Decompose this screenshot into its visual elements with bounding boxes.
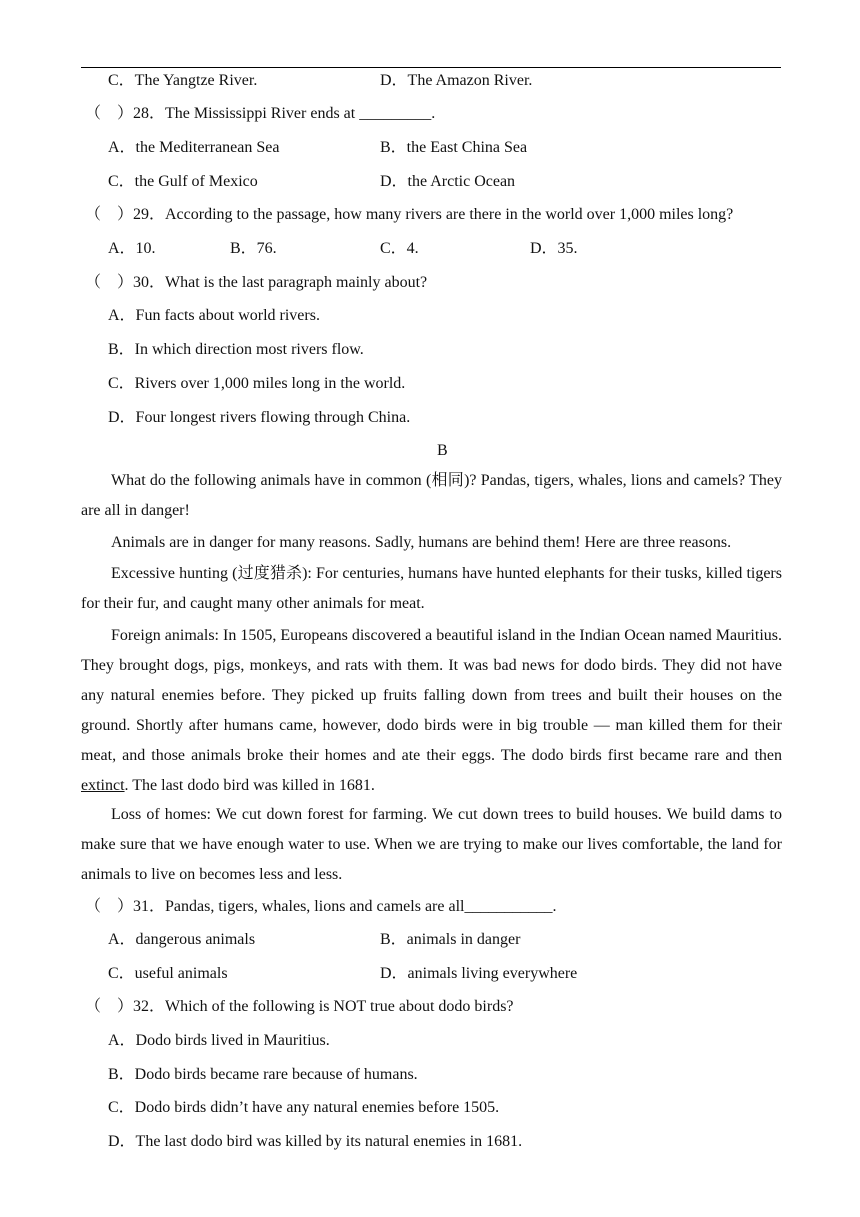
q30-option-d: D．Four longest rivers flowing through China.	[108, 409, 411, 426]
q31-stem: （ ）31．Pandas, tigers, whales, lions and camels are all___________.	[85, 898, 557, 915]
q28-option-b: B．the East China Sea	[380, 139, 528, 156]
passage-paragraph-4	[81, 621, 782, 801]
q28-option-c: C．the Gulf of Mexico	[108, 173, 258, 190]
q28-stem: （ ）28．The Mississippi River ends at _________.	[85, 105, 436, 122]
section-heading: B	[437, 442, 448, 459]
q32-option-a: A．Dodo birds lived in Mauritius.	[108, 1032, 330, 1049]
q27-option-c: C．The Yangtze River.	[108, 72, 258, 89]
q31-option-d: D．animals living everywhere	[380, 965, 578, 982]
passage-paragraph-1: What do the following animals have in common (相同)? Pandas, tigers, whales, lions and camels? They are all in danger!	[81, 472, 782, 519]
q30-option-c: C．Rivers over 1,000 miles long in the world.	[108, 375, 406, 392]
paragraph-4-text-start: Foreign animals: In 1505, Europeans discovered a beautiful island in the Indian Ocean named Mauritius. They brought dogs, pigs, monkeys, and rats with them. It was bad news for dodo birds. They did not have any natural enemies before. They picked up fruits falling down from trees and built their houses on the ground. Shortly after humans came, however, dodo birds were in big trouble — man killed them for their meat, and those animals broke their homes and ate their eggs. The dodo birds first became rare and then	[81, 627, 782, 764]
paragraph-4-text-end: . The last dodo bird was killed in 1681.	[124, 777, 375, 794]
q28-option-d: D．the Arctic Ocean	[380, 173, 516, 190]
passage-paragraph-3: Excessive hunting (过度猎杀): For centuries, humans have hunted elephants for their tusks, killed tigers for their fur, and caught many other animals for meat.	[81, 565, 782, 612]
q32-option-c: C．Dodo birds didn’t have any natural enemies before 1505.	[108, 1099, 500, 1116]
q28-option-a: A．the Mediterranean Sea	[108, 139, 280, 156]
q32-stem: （ ）32．Which of the following is NOT true about dodo birds?	[85, 998, 514, 1015]
passage-paragraph-5: Loss of homes: We cut down forest for farming. We cut down trees to build houses. We build dams to make sure that we have enough water to use. When we are trying to make our lives comfortable, the land for animals to live on becomes less and less.	[81, 806, 782, 883]
passage-paragraph-2: Animals are in danger for many reasons. Sadly, humans are behind them! Here are three reasons.	[111, 534, 732, 551]
q30-option-a: A．Fun facts about world rivers.	[108, 307, 320, 324]
q31-option-c: C．useful animals	[108, 965, 228, 982]
q29-option-b: B．76.	[230, 240, 277, 257]
q29-option-c: C．4.	[380, 240, 419, 257]
q29-option-a: A．10.	[108, 240, 156, 257]
q31-option-b: B．animals in danger	[380, 931, 521, 948]
underlined-word: extinct	[81, 777, 125, 794]
q31-option-a: A．dangerous animals	[108, 931, 256, 948]
q30-stem: （ ）30．What is the last paragraph mainly about?	[85, 274, 428, 291]
q30-option-b: B．In which direction most rivers flow.	[108, 341, 364, 358]
header-rule	[81, 67, 781, 68]
q32-option-b: B．Dodo birds became rare because of humans.	[108, 1066, 418, 1083]
q32-option-d: D．The last dodo bird was killed by its natural enemies in 1681.	[108, 1133, 523, 1150]
q29-stem: （ ）29．According to the passage, how many rivers are there in the world over 1,000 miles long?	[85, 206, 734, 223]
q29-option-d: D．35.	[530, 240, 578, 257]
q27-option-d: D．The Amazon River.	[380, 72, 533, 89]
